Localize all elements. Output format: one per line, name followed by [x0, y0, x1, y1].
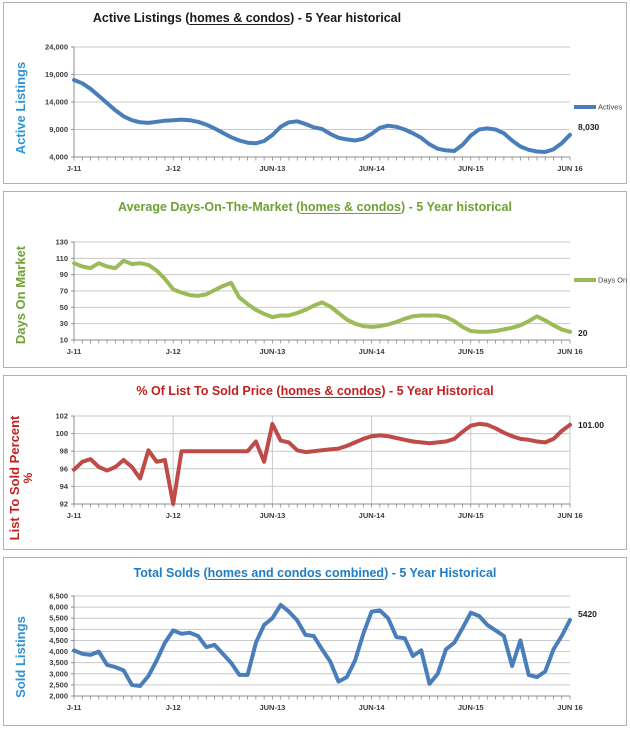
- title-underlined-text: homes & condos: [280, 384, 382, 398]
- y-tick-label: 102: [55, 411, 68, 421]
- chart-plot-area: [4, 222, 626, 367]
- x-tick-label: J-11: [66, 347, 82, 356]
- chart-section-active-listings: [3, 2, 627, 184]
- y-tick-label: 3,000: [49, 669, 68, 679]
- x-tick-label: J-12: [165, 511, 181, 520]
- title-underlined-text: homes and condos combined: [207, 566, 385, 580]
- x-tick-label: J-11: [66, 703, 82, 712]
- chart-title: [0, 3, 558, 33]
- title-text: Total Solds (: [133, 566, 208, 580]
- y-tick-label: 5,000: [49, 624, 68, 634]
- y-tick-label: 14,000: [45, 97, 68, 107]
- title-underlined-text: homes & condos: [300, 200, 401, 214]
- chart-section-days-on-market: [3, 191, 627, 368]
- end-value-label: 8,030: [578, 121, 600, 132]
- x-tick-label: JUN-13: [259, 511, 286, 520]
- title-text: ) - 5 Year historical: [290, 11, 402, 25]
- x-tick-label: JUN 16: [557, 164, 583, 173]
- y-axis-title: List To Sold Percent %: [6, 415, 35, 540]
- y-tick-label: 30: [59, 319, 68, 329]
- series-line: [74, 80, 570, 152]
- chart-title: [4, 376, 626, 406]
- days-on-market-line-chart: [4, 222, 628, 367]
- gridlines: [45, 43, 570, 162]
- y-axis-title: Days On Market: [13, 245, 29, 344]
- axes: [67, 242, 583, 356]
- x-tick-label: JUN-14: [358, 164, 385, 173]
- x-tick-label: JUN 16: [557, 703, 583, 712]
- x-tick-label: J-12: [165, 164, 181, 173]
- active-listings-line-chart: [4, 33, 628, 183]
- y-axis-title: Active Listings: [13, 61, 29, 155]
- y-tick-label: 70: [59, 286, 68, 296]
- title-text: ) - 5 Year Historical: [384, 566, 497, 580]
- x-tick-label: J-12: [165, 347, 181, 356]
- x-tick-label: JUN-15: [457, 511, 484, 520]
- title-text: % Of List To Sold Price (: [136, 384, 281, 398]
- end-value-label: 101.00: [578, 419, 604, 430]
- y-tick-label: 130: [55, 237, 68, 247]
- y-tick-label: 4,000: [49, 152, 68, 162]
- y-tick-label: 98: [59, 446, 68, 456]
- y-tick-label: 19,000: [45, 70, 68, 79]
- y-tick-label: 94: [59, 481, 68, 491]
- y-tick-label: 90: [59, 270, 68, 280]
- x-tick-label: JUN-15: [457, 347, 484, 356]
- x-tick-label: J-11: [66, 164, 82, 173]
- title-text: ) - 5 Year Historical: [381, 384, 494, 398]
- y-tick-label: 24,000: [45, 42, 68, 52]
- y-tick-label: 4,000: [49, 647, 68, 657]
- legend: [574, 103, 622, 112]
- gridlines: [55, 238, 570, 345]
- chart-section-list-to-sold-percent: [3, 375, 627, 550]
- y-tick-label: 50: [59, 302, 68, 312]
- y-tick-label: 4,500: [49, 635, 68, 645]
- x-tick-label: JUN-14: [358, 347, 385, 356]
- chart-section-total-solds: [3, 557, 627, 726]
- chart-plot-area: [4, 588, 626, 725]
- chart-title: [4, 558, 626, 588]
- x-tick-label: JUN-15: [457, 164, 484, 173]
- y-tick-label: 6,000: [49, 602, 68, 612]
- total-solds-line-chart: [4, 588, 628, 725]
- end-value-label: 20: [578, 327, 588, 338]
- x-tick-label: JUN-13: [259, 164, 286, 173]
- x-tick-label: JUN-15: [457, 703, 484, 712]
- y-tick-label: 96: [59, 464, 68, 474]
- end-value-label: 5420: [578, 609, 597, 619]
- axes: [67, 47, 583, 173]
- y-tick-label: 92: [59, 499, 68, 509]
- y-tick-label: 6,500: [49, 591, 68, 601]
- title-text: Average Days-On-The-Market (: [118, 200, 301, 214]
- y-tick-label: 2,000: [49, 691, 68, 701]
- legend-label: Actives: [598, 102, 623, 112]
- x-tick-label: JUN-13: [259, 703, 286, 712]
- x-tick-label: JUN 16: [557, 511, 583, 520]
- x-tick-label: JUN-13: [259, 347, 286, 356]
- legend-label: Days On: [598, 275, 628, 285]
- gridlines: [49, 592, 570, 701]
- title-underlined-text: homes & condos: [189, 11, 291, 25]
- x-tick-label: JUN-14: [358, 703, 385, 712]
- y-tick-label: 5,500: [49, 613, 68, 623]
- y-tick-label: 3,500: [49, 658, 68, 668]
- chart-plot-area: [4, 33, 626, 183]
- series-line: [74, 261, 570, 332]
- legend: [574, 276, 627, 285]
- y-tick-label: 2,500: [49, 680, 68, 690]
- chart-title: [4, 192, 626, 222]
- title-text: Active Listings (: [92, 11, 190, 25]
- chart-plot-area: [4, 406, 626, 549]
- title-text: ) - 5 Year historical: [401, 200, 512, 214]
- y-axis-title: Sold Listings: [13, 615, 29, 698]
- x-tick-label: JUN-14: [358, 511, 385, 520]
- y-tick-label: 110: [55, 253, 68, 263]
- y-tick-label: 10: [59, 335, 68, 345]
- x-tick-label: J-12: [165, 703, 181, 712]
- y-tick-label: 9,000: [49, 125, 68, 134]
- y-tick-label: 100: [55, 429, 68, 439]
- series-line: [74, 424, 570, 504]
- x-tick-label: JUN 16: [557, 347, 583, 356]
- x-tick-label: J-11: [66, 511, 82, 520]
- list-to-sold-percent-line-chart: [4, 406, 628, 549]
